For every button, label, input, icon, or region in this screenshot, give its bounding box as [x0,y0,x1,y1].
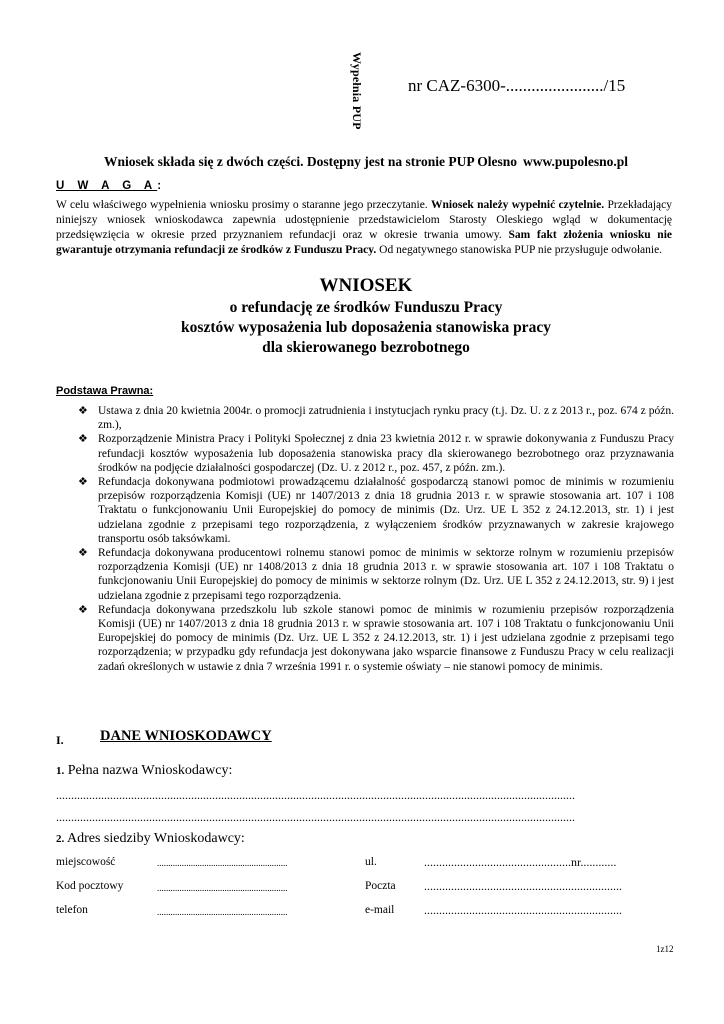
phone-label: telefon [56,904,88,916]
list-item-text: Refundacja dokonywana przedszkolu lub szkole stanowi pomoc de minimis w rozumieniu przepisów rozporządzenia Komisji (UE) nr 1407/2013 z dnia 18 grudnia 2013 r. w sprawie stosowania art. 107 i 108 Traktatu o funkcjonowaniu Unii Europejskiej do pomocy de minimis (Dz. Urz. UE L 352 z 24.12.2013, str. 1) i jest udzielana zgodnie z przepisami tego rozporządzenia; w przypadku gdy refundacja jest dokonywana jako wsparcie finansowe z Funduszu Pracy w celu realizacji zadań określonych w ustawie z dnia 7 września 1991 r. o systemie oświaty – nie stanowi pomocy de minimis. [98,603,674,673]
list-item-text: Refundacja dokonywana producentowi rolnemu stanowi pomoc de minimis w sektorze rolnym w rozumieniu przepisów rozporządzenia Komisji (UE) nr 1408/2013 z dnia 18 grudnia 2013 r. w sprawie stosowania art. 107 i 108 Traktatu o funkcjonowaniu Unii Europejskiej do pomocy de minimis w sektorze rolnym (Dz. Urz. UE L 352 z 24.12.2013, str. 9) i jest udzielana zgodnie z przepisami tego rozporządzenia. [98,547,674,602]
question-1 [56,763,232,779]
list-item [56,603,674,674]
warning-text-2: Przekładający niniejszy wniosek wnioskodawca zapewnia udostępnienie przedstawicielom Starosty Oleskiego wgląd w dokumentację przedsięwzięcia w okresie przed przyznaniem refundacji oraz w okresie trwania umowy. [56,199,672,241]
post-office-field[interactable]: .................................................................. [424,879,622,893]
bullet-icon: ❖ [78,404,88,417]
bullet-icon: ❖ [78,475,88,489]
question-1-number: 1. [56,765,65,777]
list-item [56,475,674,546]
email-label: e-mail [365,904,395,916]
document-title [56,274,676,358]
intro-line [56,154,676,170]
title-line-3: kosztów wyposażenia lub doposażenia stanowiska pracy [181,319,551,336]
bullet-icon: ❖ [78,432,88,446]
postal-code-field[interactable]: .......................................................... [157,883,288,893]
warning-bold-1: Wniosek należy wypełnić czytelnie. [431,199,605,211]
email-field[interactable]: .................................................................. [424,903,622,917]
list-item [56,432,674,475]
city-label: miejscowość [56,856,116,868]
warning-text-1: W celu właściwego wypełnienia wniosku prosimy o staranne jego przeczytanie. [56,199,431,211]
warning-paragraph [56,198,672,258]
phone-field[interactable]: .......................................................... [157,907,288,917]
page-number: 1z12 [656,944,674,954]
list-item-text: Rozporządzenie Ministra Pracy i Polityki Społecznej z dnia 23 kwietnia 2012 r. w sprawie dokonywania z Funduszu Pracy refundacji kosztów wyposażenia lub doposażenia stanowiska pracy dla skierowanego bezrobotnego oraz przyznawania środków na podjęcie działalności gospodarczej (Dz. U. z 2012 r., poz. 457, z późn. zm.). [98,433,674,474]
intro-text: Wniosek składa się z dwóch części. Dostępny jest na stronie PUP Olesno [103,154,517,169]
title-line-4: dla skierowanego bezrobotnego [262,339,470,356]
title-line-1: WNIOSEK [319,275,413,296]
list-item [56,404,674,432]
website-link[interactable]: www.pupolesno.pl [522,154,629,169]
question-2-label: Adres siedziby Wnioskodawcy: [66,831,245,846]
city-field[interactable]: .......................................................... [157,858,288,868]
list-item [56,546,674,603]
full-name-field-line-2[interactable]: ............................................................................................................................................................................. [56,810,575,824]
bullet-icon: ❖ [78,602,88,616]
question-2 [56,831,245,847]
question-2-number: 2. [56,833,65,845]
case-number: nr CAZ-6300-......................./15 [408,76,626,95]
warning-heading [56,180,166,192]
legal-basis-heading: Podstawa Prawna: [56,385,154,397]
warning-label: U W A G A [56,180,158,192]
warning-text-3: Od negatywnego stanowiska PUP nie przysługuje odwołanie. [376,244,663,256]
legal-basis-list [56,404,674,674]
question-1-label: Pełna nazwa Wnioskodawcy: [67,763,233,778]
pup-fill-label: Wypełnia PUP [350,52,364,130]
street-label: ul. [365,856,377,868]
list-item-text: Refundacja dokonywana podmiotowi prowadzącemu działalność gospodarczą stanowi pomoc de minimis w rozumieniu przepisów rozporządzenia Komisji (UE) nr 1407/2013 z dnia 18 grudnia 2013 r. w sprawie stosowania art. 107 i 108 Traktatu o funkcjonowaniu Unii Europejskiej do pomocy de minimis (Dz. Urz. UE L 352 z 24.12.2013, str. 1) i jest udzielana zgodnie z przepisami tego rozporządzenia, z wyłączeniem środków przyznawanych w zakresie krajowego transportu osób taksówkami. [98,476,674,545]
full-name-field-line-1[interactable]: ............................................................................................................................................................................. [56,788,575,802]
post-office-label: Poczta [365,880,396,892]
postal-code-label: Kod pocztowy [56,880,124,892]
bullet-icon: ❖ [78,546,88,560]
title-line-2: o refundację ze środków Funduszu Pracy [229,299,503,316]
street-field[interactable]: .................................................nr............ [424,855,617,869]
warning-bold-2: Sam fakt złożenia wniosku nie gwarantuje otrzymania refundacji ze środków z Funduszu Pracy. [56,229,672,256]
section-title: DANE WNIOSKODAWCY [100,728,272,744]
section-number: I. [56,733,64,747]
warning-colon: : [157,180,167,192]
list-item-text: Ustawa z dnia 20 kwietnia 2004r. o promocji zatrudnienia i instytucjach rynku pracy (t.j. Dz. U. z z 2013 r., poz. 674 z późn. zm.), [98,405,674,432]
